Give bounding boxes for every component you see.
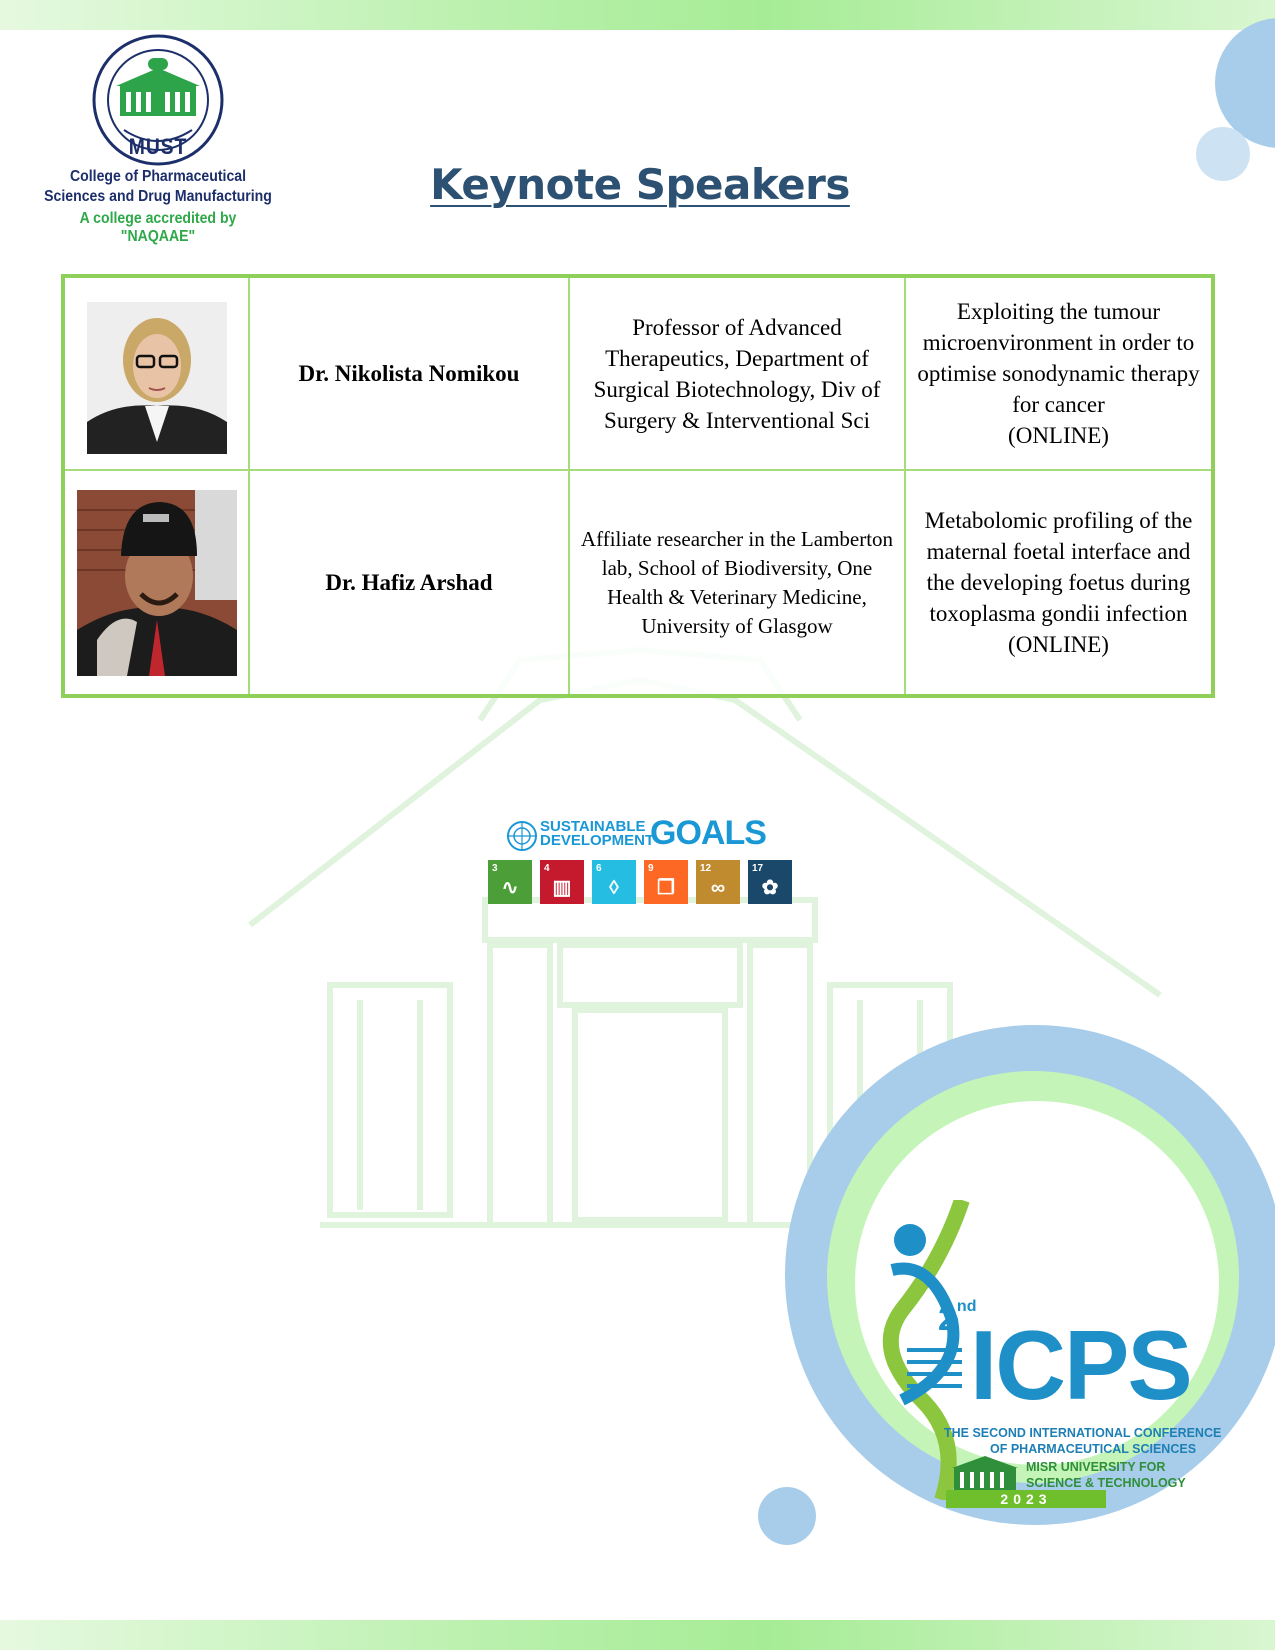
sdg-logo-block [492,814,800,908]
speaker-photo-cell [63,470,249,696]
speaker-topic-cell [905,470,1213,696]
speaker-topic: Metabolomic profiling of the maternal foetal interface and the developing foetus during toxoplasma gondii infection [924,508,1193,626]
speaker-affiliation: Professor of Advanced Therapeutics, Department of Surgical Biotechnology, Div of Surgery & Interventional Sci [569,276,905,470]
sdg-goal-12-tile [696,860,740,904]
sdg-goal-6-tile [592,860,636,904]
book-icon: ▥ [552,877,572,899]
college-logo-block [28,34,288,244]
infinity-icon: ∞ [710,877,726,899]
sdg-goal-number: 3 [492,863,498,874]
university-building-icon [950,1454,1020,1494]
sdg-title-text [540,820,654,848]
heartbeat-icon: ∿ [501,877,519,899]
speaker-photo [77,490,237,676]
sdg-title-line2: DEVELOPMENT [540,832,655,849]
icps-conference-logo [860,1190,1222,1520]
speaker-affiliation: Affiliate researcher in the Lamberton lab, School of Biodiversity, One Health & Veterinary Medicine, University of Glasgow [569,470,905,696]
partnership-flower-icon: ✿ [761,877,779,899]
icps-university-line1: MISR UNIVERSITY FOR [1026,1460,1166,1474]
page-title: Keynote Speakers [430,160,850,209]
college-name-line2: Sciences and Drug Manufacturing [44,188,272,205]
seal-abbreviation: MUST [128,134,188,159]
icps-acronym: ICPS [970,1310,1191,1420]
sdg-goals-word: GOALS [650,814,766,852]
speaker-topic-cell [905,276,1213,470]
un-emblem-icon [506,820,538,852]
speaker-topic: Exploiting the tumour microenvironment in order to optimise sonodynamic therapy for cancer [917,299,1200,417]
sdg-goal-number: 12 [700,863,712,874]
table-row [63,276,1213,470]
icps-year-bar: 2023 [946,1490,1106,1508]
speaker-mode: (ONLINE) [1008,632,1109,657]
sdg-goal-9-tile [644,860,688,904]
table-row [63,470,1213,696]
icps-subtitle-line1: THE SECOND INTERNATIONAL CONFERENCE [944,1426,1222,1440]
icps-ordinal-suffix: nd [956,1298,977,1315]
speaker-mode: (ONLINE) [1008,423,1109,448]
icps-subtitle-line2: OF PHARMACEUTICAL SCIENCES [990,1442,1197,1456]
speaker-photo-cell [63,276,249,470]
sdg-goal-3-tile [488,860,532,904]
icps-ordinal-number: 2 [938,1300,957,1338]
icps-university-line2: SCIENCE & TECHNOLOGY [1026,1476,1186,1490]
keynote-speakers-table [61,274,1215,698]
sdg-goal-17-tile [748,860,792,904]
sdg-goal-number: 4 [544,863,550,874]
sdg-goal-number: 6 [596,863,602,874]
accreditation-text: A college accredited by "NAQAAE" [79,210,237,245]
speaker-name: Dr. Nikolista Nomikou [249,276,569,470]
college-name-line1: College of Pharmaceutical [69,168,247,185]
sdg-goal-4-tile [540,860,584,904]
speaker-photo [87,302,227,454]
sdg-goal-number: 9 [648,863,654,874]
water-drop-icon: ◊ [609,877,619,899]
sdg-goal-number: 17 [752,863,764,874]
cubes-icon: ❒ [657,877,675,899]
speaker-name: Dr. Hafiz Arshad [249,470,569,696]
sdg-title-line1: SUSTAINABLE [540,818,646,835]
